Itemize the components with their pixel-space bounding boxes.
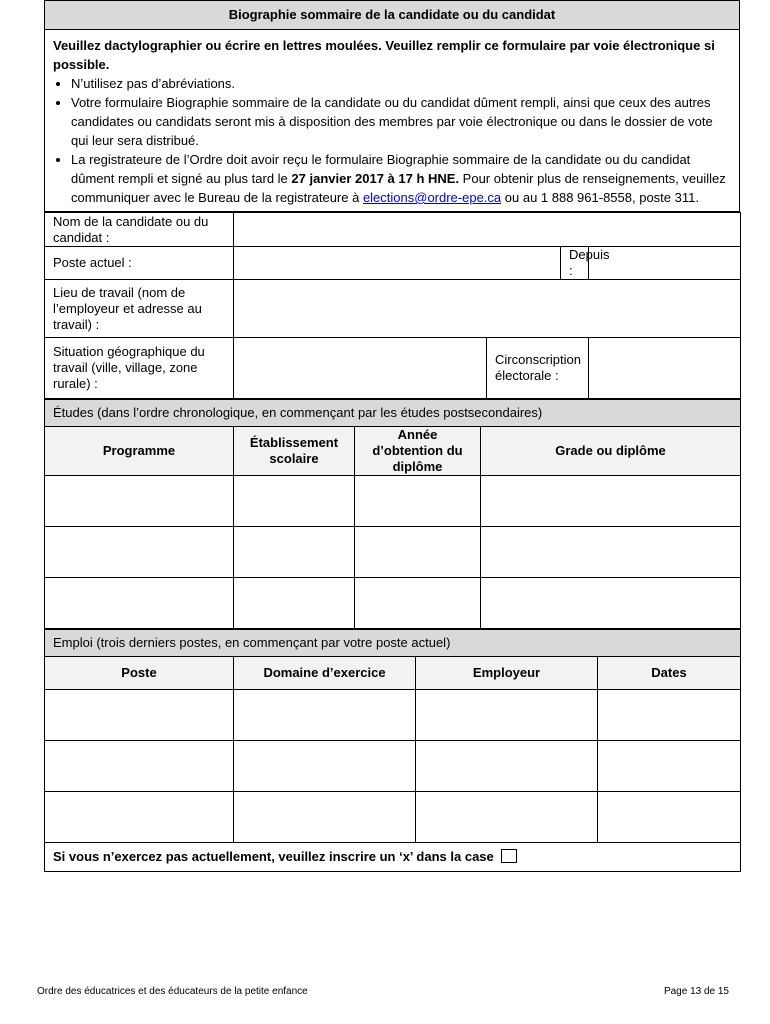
employment-row (45, 690, 741, 741)
instructions (45, 30, 740, 212)
district-field[interactable] (589, 338, 741, 399)
form-title: Biographie sommaire de la candidate ou du candidat (45, 1, 740, 30)
employment-cell[interactable] (416, 792, 598, 843)
employment-row (45, 792, 741, 843)
education-header: Programme (45, 427, 234, 476)
deadline: 27 janvier 2017 à 17 h HNE. (291, 171, 460, 186)
employment-header: Poste (45, 657, 234, 690)
employment-header: Employeur (416, 657, 598, 690)
education-cell[interactable] (481, 578, 741, 629)
education-table (44, 399, 741, 629)
instructions-lead: Veuillez dactylographier ou écrire en lettres moulées. Veuillez remplir ce formulaire par voie électronique si possible. (53, 38, 715, 72)
instruction-item (71, 150, 731, 207)
identity-table (44, 212, 741, 399)
education-row (45, 476, 741, 527)
name-field[interactable] (234, 213, 741, 247)
employment-header: Domaine d’exercice (234, 657, 416, 690)
position-field[interactable] (234, 247, 561, 280)
employment-header: Dates (598, 657, 741, 690)
since-label: Depuis : (561, 247, 589, 280)
education-cell[interactable] (355, 578, 481, 629)
employment-cell[interactable] (45, 741, 234, 792)
employment-section-label: Emploi (trois derniers postes, en commençant par votre poste actuel) (45, 630, 741, 657)
employment-cell[interactable] (598, 792, 741, 843)
education-header: Année d’obtention du diplôme (355, 427, 481, 476)
education-cell[interactable] (234, 476, 355, 527)
instruction-text: ou au 1 888 961-8558, poste 311. (501, 190, 699, 205)
education-row (45, 527, 741, 578)
education-cell[interactable] (45, 527, 234, 578)
education-header: Établissement scolaire (234, 427, 355, 476)
name-label: Nom de la candidate ou du candidat : (45, 213, 234, 247)
district-label: Circonscription électorale : (487, 338, 589, 399)
employment-cell[interactable] (45, 792, 234, 843)
education-cell[interactable] (45, 578, 234, 629)
footer-page-number: Page 13 de 15 (663, 986, 729, 997)
workplace-field[interactable] (234, 280, 741, 338)
not-practicing-label: Si vous n’exercez pas actuellement, veuillez inscrire un ‘x’ dans la case (53, 849, 494, 864)
employment-table (44, 629, 741, 872)
employment-cell[interactable] (45, 690, 234, 741)
education-cell[interactable] (355, 476, 481, 527)
instruction-item: • N’utilisez pas d’abréviations. (71, 74, 731, 93)
workplace-label: Lieu de travail (nom de l’employeur et adresse au travail) : (45, 280, 234, 338)
instruction-item: • Votre formulaire Biographie sommaire de la candidate ou du candidat dûment rempli, ainsi que ceux des autres candidates ou candidats seront mis à disposition des membres par voie électronique ou dans le dossier de vote qui leur sera distribué. (71, 93, 731, 150)
candidate-biography-form (44, 0, 740, 872)
education-section-label: Études (dans l’ordre chronologique, en commençant par les études postsecondaires) (45, 400, 741, 427)
instruction-text: La registrateure de l’Ordre doit avoir reçu le formulaire Biographie sommaire de la candidate ou du candidat dûment rempli et signé au plus tard le (71, 152, 691, 186)
not-practicing-row (45, 843, 741, 872)
location-label: Situation géographique du travail (ville, village, zone rurale) : (45, 338, 234, 399)
employment-cell[interactable] (234, 792, 416, 843)
education-cell[interactable] (45, 476, 234, 527)
footer-organization: Ordre des éducatrices et des éducateurs de la petite enfance (37, 986, 308, 997)
employment-cell[interactable] (234, 690, 416, 741)
education-cell[interactable] (234, 527, 355, 578)
position-label: Poste actuel : (45, 247, 234, 280)
since-field[interactable] (589, 247, 741, 280)
header-table (44, 0, 740, 212)
education-cell[interactable] (481, 527, 741, 578)
employment-cell[interactable] (598, 741, 741, 792)
employment-cell[interactable] (598, 690, 741, 741)
instructions-list (53, 74, 731, 207)
email-link[interactable]: elections@ordre-epe.ca (362, 190, 502, 205)
instruction-text: Pour obtenir plus de renseignements, veuillez communiquer avec le Bureau de la registrateure à (71, 171, 726, 205)
education-cell[interactable] (234, 578, 355, 629)
employment-row (45, 741, 741, 792)
education-row (45, 578, 741, 629)
not-practicing-checkbox[interactable] (501, 849, 517, 863)
education-cell[interactable] (481, 476, 741, 527)
employment-cell[interactable] (416, 690, 598, 741)
education-cell[interactable] (355, 527, 481, 578)
employment-cell[interactable] (416, 741, 598, 792)
education-header: Grade ou diplôme (481, 427, 741, 476)
location-field[interactable] (234, 338, 487, 399)
employment-cell[interactable] (234, 741, 416, 792)
